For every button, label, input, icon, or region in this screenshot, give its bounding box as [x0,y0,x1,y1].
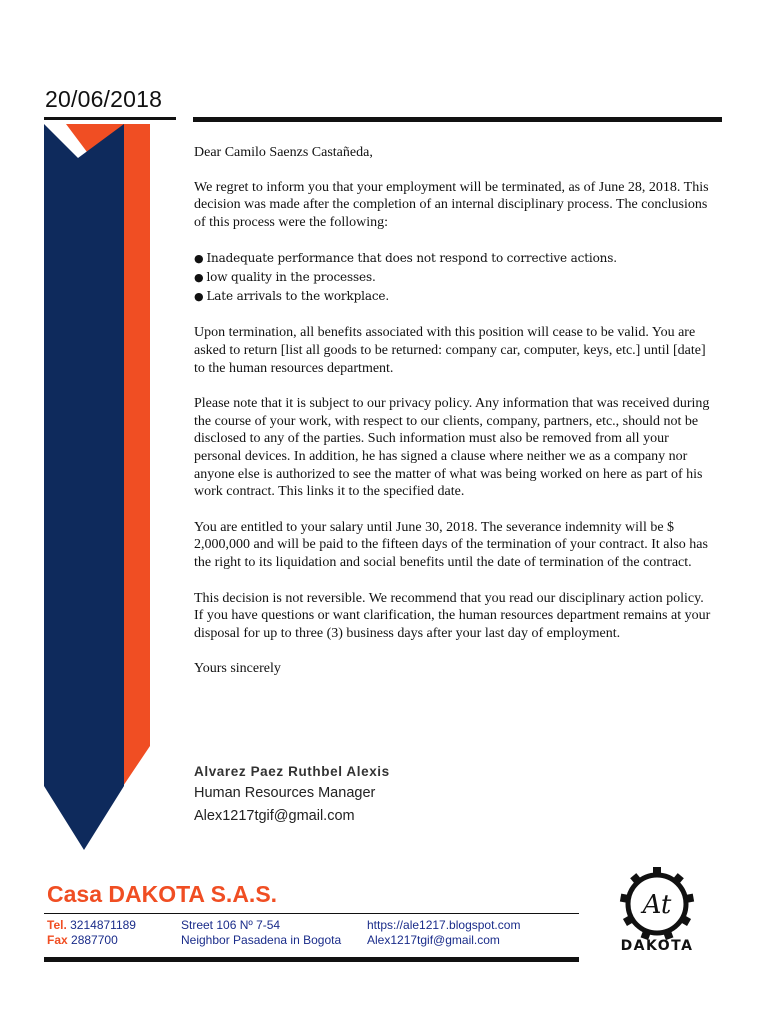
conclusions-list [194,249,714,306]
footer-bottom-rule [44,957,579,962]
termination-paragraph: Upon termination, all benefits associated with this position will cease to be valid. You are asked to return [list all goods to be returned: company car, computer, keys, etc.] until [date] to the human resources department. [194,325,706,376]
decorative-banner [44,124,150,854]
logo-wordmark: DAKOTA [620,938,694,954]
salary-paragraph: You are entitled to your salary until June 30, 2018. The severance indemnity will be $ 2,000,000 and will be paid to the fifteen days of the termination of your contract. It also has the right to its liquidation and social benefits until the date of termination of the contract. [194,519,708,570]
bullet-icon: ● [194,252,204,266]
letter-intro: We regret to inform you that your employment will be terminated, as of June 28, 2018. This decision was made after the completion of an internal disciplinary process. The conclusions of this process were the following: [194,179,709,230]
dakota-logo [592,864,722,954]
address-line-1: Street 106 Nº 7-54 [181,918,281,932]
address-line-2: Neighbor Pasadena in Bogota [181,932,342,947]
bullet-icon: ● [194,290,204,304]
privacy-paragraph: Please note that it is subject to our privacy policy. Any information that was received during the course of your work, with respect to our clients, company, partners, etc., should not be disclosed to any of the parties. Such information must also be removed from all your personal devices. In addition, he has signed a clause where neither we as a company nor anyone else is authorized to see the matter of what was being worked on here as part of his work contract. This links it to the specified date. [194,396,710,500]
company-name: Casa DAKOTA S.A.S. [47,881,278,907]
website-link[interactable]: https://ale1217.blogspot.com [367,918,521,932]
letter-closing: Yours sincerely [194,661,281,677]
footer-web-column [367,918,520,947]
signer-email: Alex1217tgif@gmail.com [194,808,355,824]
signature-block [194,764,594,824]
list-item: ● Late arrivals to the workplace. [194,289,390,304]
list-item: ● Inadequate performance that does not respond to corrective actions. [194,251,617,266]
list-item: ● low quality in the processes. [194,270,376,285]
signer-role: Human Resources Manager [194,785,376,801]
tel-label: Tel. [47,918,67,932]
letter-body [194,144,714,696]
top-right-rule [193,117,722,122]
decision-paragraph: This decision is not reversible. We recommend that you read our disciplinary action policy. If you have questions or want clarification, the human resources department remains at your disposal for up to three (3) business days after your last day of employment. [194,590,711,641]
letter-greeting: Dear Camilo Saenzs Castañeda, [194,145,373,160]
banner-navy-shape [44,124,124,850]
signer-name: Alvarez Paez Ruthbel Alexis [194,764,390,779]
logo-monogram: At [642,890,672,920]
footer-top-rule [44,913,579,914]
letter-date: 20/06/2018 [45,86,163,112]
bullet-icon: ● [194,271,204,285]
fax-label: Fax [47,932,68,947]
footer-email-link[interactable]: Alex1217tgif@gmail.com [367,932,500,947]
footer-address-column [181,918,341,947]
footer-phone-column [47,918,136,947]
top-left-rule [44,117,176,120]
gear-icon [620,867,694,940]
fax-number: 2887700 [71,932,118,947]
tel-number: 3214871189 [70,918,136,932]
